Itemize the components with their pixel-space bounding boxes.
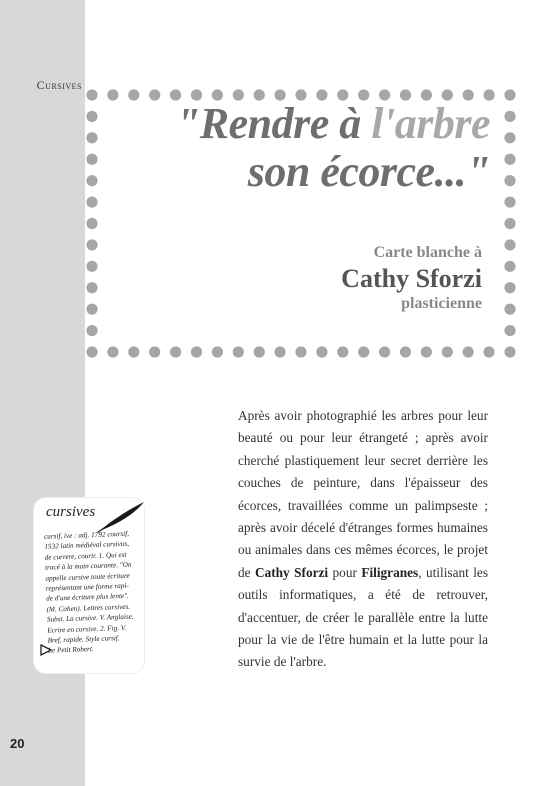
frame-dot <box>504 196 515 207</box>
frame-dot <box>86 89 97 100</box>
frame-dot <box>504 154 515 165</box>
headline-line-1 <box>120 100 490 148</box>
frame-dot <box>86 154 97 165</box>
frame-dot <box>295 346 306 357</box>
frame-dot <box>86 304 97 315</box>
headline-part: "Rendre à <box>175 99 372 148</box>
card-line: Bref, rapide. Style cursif. <box>47 634 120 645</box>
headline-line-2: son écorce..." <box>247 147 490 196</box>
card-line: tracé à la main courante. "On <box>44 560 132 572</box>
body-paragraph <box>238 405 488 674</box>
card-line: cursif, ive : adj. 1792 coursif, <box>43 529 130 541</box>
frame-dot <box>316 346 327 357</box>
frame-dot <box>254 346 265 357</box>
card-line: appelle cursive toute écriture <box>45 571 130 583</box>
frame-dot <box>86 239 97 250</box>
frame-dot <box>504 132 515 143</box>
card-line: Ecrire en cursive. 2. Fig. V. <box>47 623 127 635</box>
frame-dot <box>504 111 515 122</box>
frame-dot <box>337 346 348 357</box>
card-line: Le Petit Robert. <box>47 645 94 656</box>
frame-dot <box>504 175 515 186</box>
frame-dot <box>86 196 97 207</box>
frame-dot <box>107 89 118 100</box>
body-org-name: Filigranes <box>361 564 419 580</box>
frame-dot <box>504 325 515 336</box>
frame-dot <box>212 346 223 357</box>
frame-dot <box>86 261 97 272</box>
card-line: représentant une forme rapi- <box>45 581 129 593</box>
frame-dot <box>504 239 515 250</box>
frame-dot <box>128 89 139 100</box>
card-line: de currere, courir. 1. Qui est <box>44 550 127 562</box>
frame-dot <box>504 282 515 293</box>
frame-dot <box>149 89 160 100</box>
card-line: (M. Cohen). Lettres cursives. <box>46 602 131 614</box>
frame-dot <box>86 325 97 336</box>
body-text-part: pour <box>328 564 362 580</box>
artist-role: plasticienne <box>401 295 482 312</box>
headline-highlight: l'arbre <box>371 99 490 148</box>
frame-dot <box>442 346 453 357</box>
frame-dot <box>484 346 495 357</box>
body-text-part: , utilisant les outils informatiques, a été de retrouver, d'accentuer, de créer le parallèle entre la lutte pour la vie de l'être humain et la lutte pour la survie de l'arbre. <box>238 564 488 670</box>
frame-dot <box>128 346 139 357</box>
body-artist-name: Cathy Sforzi <box>254 564 329 580</box>
frame-dot <box>86 111 97 122</box>
body-text-part: Après avoir photographié les arbres pour leur beauté ou pour leur étrangeté ; après avoir cherché plastiquement leur secret derrière les couches de peinture, dans l'épaisseur des écorces, travaillées comme un palimpseste ; après avoir décelé d'étranges formes humaines ou animales dans ces mêmes écorces, le projet de <box>238 408 488 580</box>
card-line: 1532 latin médiéval cursivus, <box>44 540 130 552</box>
frame-dot <box>233 346 244 357</box>
frame-dot <box>463 346 474 357</box>
sidebar-title: Cursives <box>36 78 82 92</box>
frame-dot <box>86 282 97 293</box>
card-title: cursives <box>46 504 96 520</box>
credit-intro: Carte blanche à <box>373 244 482 261</box>
frame-dot <box>421 346 432 357</box>
frame-dot <box>86 132 97 143</box>
headline <box>120 100 490 196</box>
frame-dot <box>504 346 515 357</box>
page-number: 20 <box>10 736 25 751</box>
frame-dot <box>107 346 118 357</box>
frame-dot <box>275 346 286 357</box>
frame-dot <box>504 304 515 315</box>
frame-dot <box>504 89 515 100</box>
frame-dot <box>149 346 160 357</box>
artist-name: Cathy Sforzi <box>341 264 482 293</box>
card-line: Subst. La cursive. V. Anglaise. <box>46 612 134 624</box>
credit-block <box>200 244 482 313</box>
frame-dot <box>504 218 515 229</box>
frame-dot <box>358 346 369 357</box>
card-line: de d'une écriture plus lente". <box>46 592 130 604</box>
frame-dot <box>86 346 97 357</box>
frame-dot <box>191 346 202 357</box>
frame-dot <box>379 346 390 357</box>
frame-dot <box>504 261 515 272</box>
frame-dot <box>86 175 97 186</box>
frame-dot <box>86 218 97 229</box>
frame-dot <box>170 346 181 357</box>
frame-dot <box>400 346 411 357</box>
